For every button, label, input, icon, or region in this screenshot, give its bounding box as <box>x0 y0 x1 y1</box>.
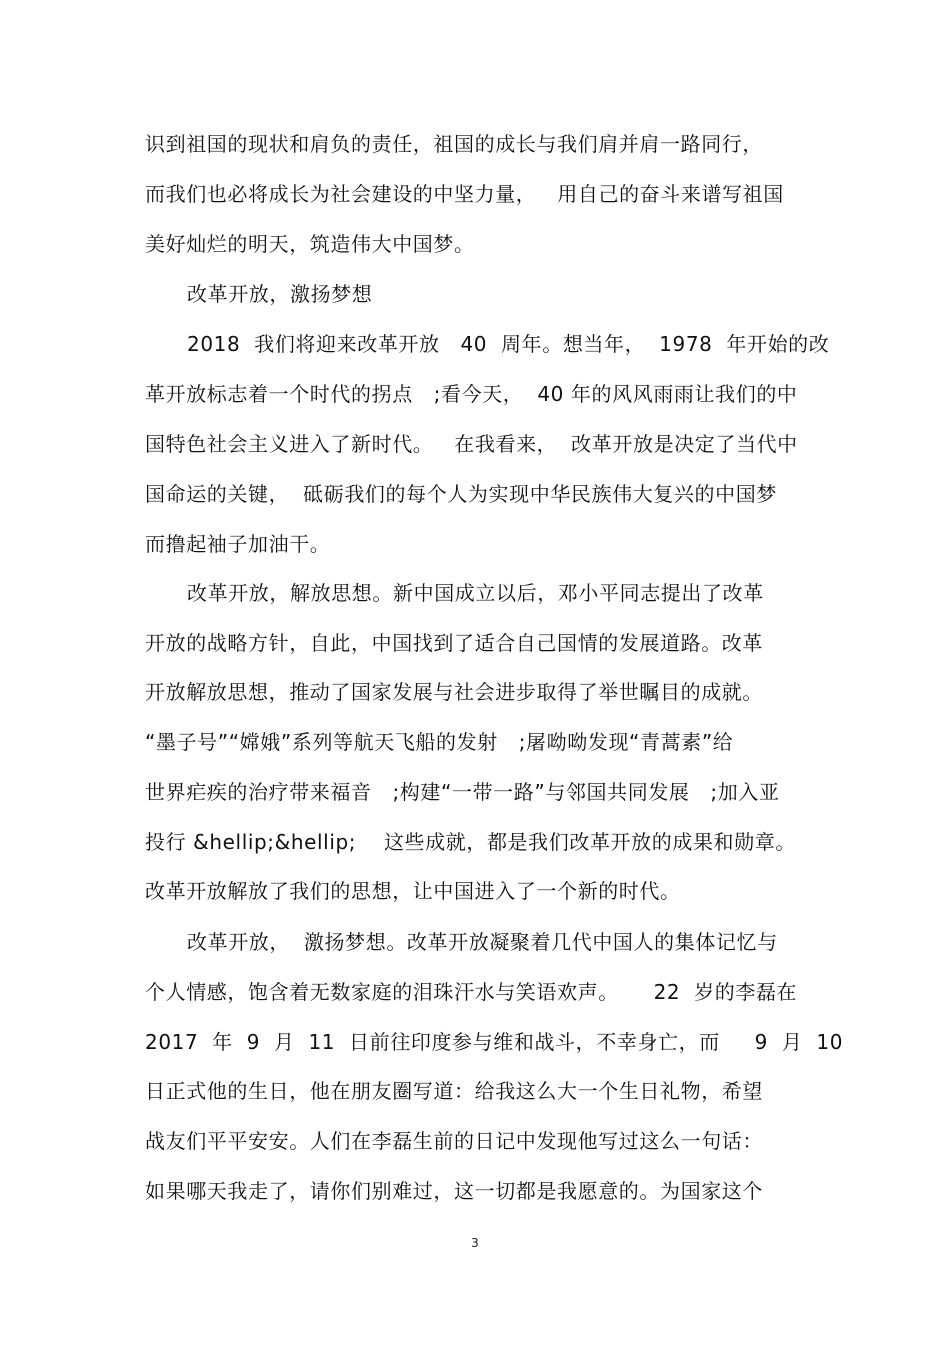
text-line: 战友们平平安安。人们在李磊生前的日记中发现他写过这么一句话： <box>145 1129 763 1153</box>
text-line: “墨子号”“嫦娥”系列等航天飞船的发射 ;屠呦呦发现“青蒿素”给 <box>145 730 734 754</box>
text-line: 世界疟疾的治疗带来福音 ;构建“一带一路”与邻国共同发展 ;加入亚 <box>145 780 780 804</box>
text-line: 日正式他的生日，他在朋友圈写道：给我这么大一个生日礼物，希望 <box>145 1079 763 1103</box>
text-line: 而我们也必将成长为社会建设的中坚力量， 用自己的奋斗来谱写祖国 <box>145 182 784 206</box>
text-line: 投行 &hellip;&hellip; 这些成就，都是我们改革开放的成果和勋章。 <box>145 830 796 854</box>
section-heading: 改革开放，激扬梦想 <box>187 282 373 306</box>
text-line: 改革开放， 激扬梦想。改革开放凝聚着几代中国人的集体记忆与 <box>187 930 778 954</box>
text-line: 2018 我们将迎来改革开放 40 周年。想当年， 1978 年开始的改 <box>187 332 830 356</box>
text-line: 识到祖国的现状和肩负的责任，祖国的成长与我们肩并肩一路同行， <box>145 132 763 156</box>
text-line: 革开放标志着一个时代的拐点 ;看今天， 40 年的风风雨雨让我们的中 <box>145 382 798 406</box>
text-line: 开放解放思想，推动了国家发展与社会进步取得了举世瞩目的成就。 <box>145 680 763 704</box>
text-line: 而撸起袖子加油干。 <box>145 532 331 556</box>
text-line: 美好灿烂的明天，筑造伟大中国梦。 <box>145 232 475 256</box>
text-line: 开放的战略方针，自此，中国找到了适合自己国情的发展道路。改革 <box>145 631 763 655</box>
text-line: 改革开放，解放思想。新中国成立以后，邓小平同志提出了改革 <box>187 581 764 605</box>
text-line: 如果哪天我走了，请你们别难过，这一切都是我愿意的。为国家这个 <box>145 1179 763 1203</box>
text-line: 国特色社会主义进入了新时代。 在我看来， 改革开放是决定了当代中 <box>145 432 798 456</box>
text-line: 国命运的关键， 砥砺我们的每个人为实现中华民族伟大复兴的中国梦 <box>145 482 777 506</box>
text-line: 改革开放解放了我们的思想，让中国进入了一个新的时代。 <box>145 879 681 903</box>
text-line: 2017 年 9 月 11 日前往印度参与维和战斗，不幸身亡，而 9 月 10 <box>145 1030 844 1054</box>
text-line: 个人情感，饱含着无数家庭的泪珠汗水与笑语欢声。 22 岁的李磊在 <box>145 980 798 1004</box>
page-number: 3 <box>471 1236 479 1250</box>
